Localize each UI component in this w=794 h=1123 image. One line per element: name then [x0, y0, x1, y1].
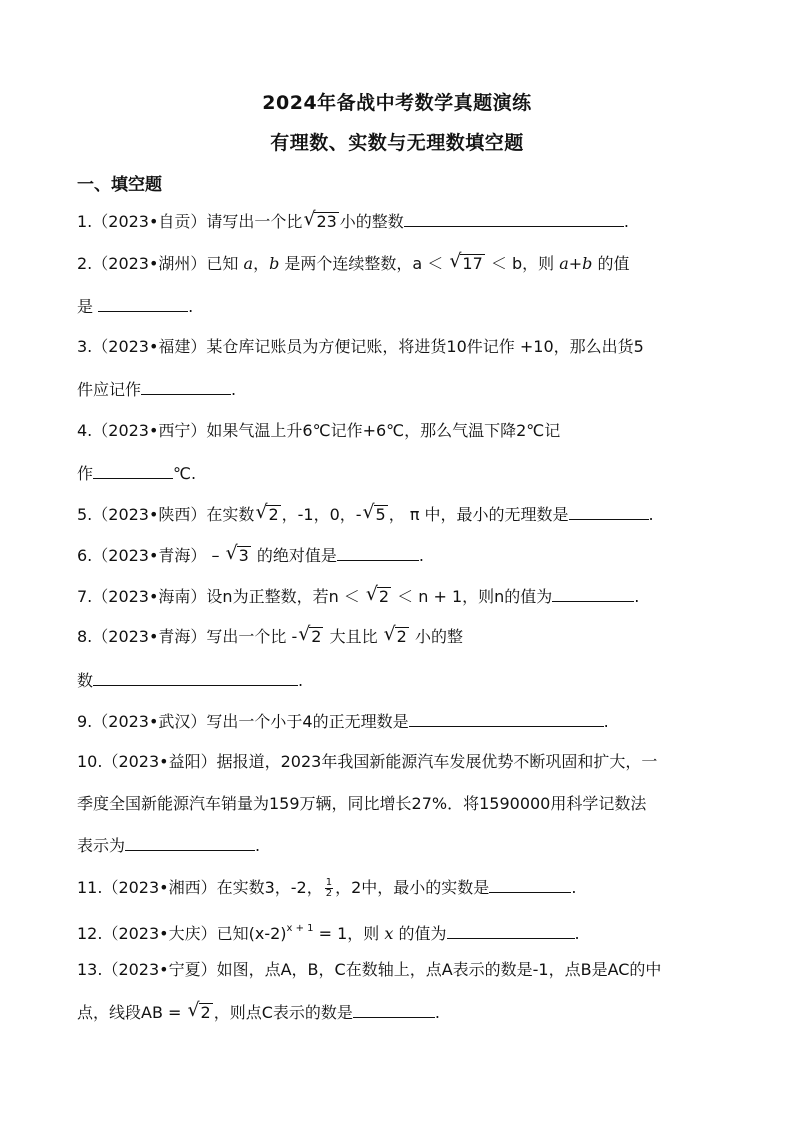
page-title: 2024年备战中考数学真题演练	[262, 92, 532, 114]
answer-blank[interactable]	[141, 378, 231, 395]
question-8: 8.（2023•青海）写出一个比 - √ 2 大且比 √ 2 小的整	[77, 623, 463, 646]
question-10-line-2: 季度全国新能源汽车销量为159万辆，同比增长27%．将1590000用科学记数法	[77, 794, 647, 813]
question-8-line-2: 数 .	[77, 671, 304, 690]
answer-blank[interactable]	[447, 922, 575, 939]
question-1: 1.（2023•自贡）请写出一个比 √ 23 小的整数 .	[77, 208, 629, 231]
answer-blank[interactable]	[489, 876, 571, 893]
section-heading: 一、填空题	[77, 175, 162, 195]
sqrt-expression: √ 23	[303, 208, 337, 231]
question-9: 9.（2023•武汉）写出一个小于4的正无理数是 .	[77, 712, 609, 731]
question-12: 12.（2023•大庆）已知$(x-2)^{x + 1} = 1$，则 x 的值为 .	[77, 923, 580, 943]
question-6: 6.（2023•青海） – √ 3 的绝对值是 .	[77, 542, 424, 565]
sqrt-expression: √ 2	[365, 583, 390, 606]
answer-blank[interactable]	[98, 295, 188, 312]
sqrt-expression: √ 5	[362, 501, 386, 524]
answer-blank[interactable]	[353, 1001, 435, 1018]
question-5: 5.（2023•陕西）在实数 √ 2 ，-1，0，- √ 5 ， π 中，最小的无理数是 .	[77, 501, 654, 524]
fraction: $\frac{1}{2}$	[325, 877, 333, 899]
answer-blank[interactable]	[569, 503, 649, 520]
question-4-line-2: 作 ℃.	[77, 464, 197, 483]
question-2-line-2: 是 .	[77, 297, 194, 316]
sqrt-expression: √ 2	[383, 623, 407, 646]
answer-blank[interactable]	[93, 462, 173, 479]
page-subtitle: 有理数、实数与无理数填空题	[270, 132, 524, 154]
question-11: 11.（2023•湘西）在实数3，-2， $\frac{1}{2}$ ，2中，最小的实数是 .	[77, 877, 577, 899]
answer-blank[interactable]	[409, 710, 604, 727]
answer-blank[interactable]	[552, 585, 634, 602]
answer-blank[interactable]	[404, 210, 624, 227]
question-3-line-2: 件应记作 .	[77, 380, 237, 399]
sqrt-expression: √ 2	[255, 501, 279, 524]
question-13: 13.（2023•宁夏）如图，点A，B，C在数轴上，点A表示的数是-1，点B是AC的中	[77, 960, 662, 979]
sqrt-expression: √ 3	[225, 542, 249, 565]
question-7: 7.（2023•海南）设n为正整数，若n ＜ √ 2 ＜ n + 1，则n的值为 .	[77, 583, 640, 606]
question-10: 10.（2023•益阳）据报道，2023年我国新能源汽车发展优势不断巩固和扩大，一	[77, 752, 658, 771]
question-13-line-2: 点，线段AB = √ 2 ，则点C表示的数是 .	[77, 999, 440, 1022]
answer-blank[interactable]	[125, 834, 255, 851]
sqrt-expression: √ 2	[187, 999, 211, 1022]
question-2: 2.（2023•湖州）已知 a，b 是两个连续整数，a ＜ √ 17 ＜ b，则 a+b 的值	[77, 250, 630, 273]
answer-blank[interactable]	[337, 544, 419, 561]
question-3: 3.（2023•福建）某仓库记账员为方便记账，将进货10件记作 +10，那么出货5	[77, 337, 644, 356]
sqrt-expression: √ 2	[298, 623, 322, 646]
question-10-line-3: 表示为 .	[77, 836, 261, 855]
sqrt-expression: √ 17	[449, 250, 483, 273]
answer-blank[interactable]	[93, 669, 298, 686]
question-4: 4.（2023•西宁）如果气温上升6℃记作+6℃，那么气温下降2℃记	[77, 421, 561, 440]
